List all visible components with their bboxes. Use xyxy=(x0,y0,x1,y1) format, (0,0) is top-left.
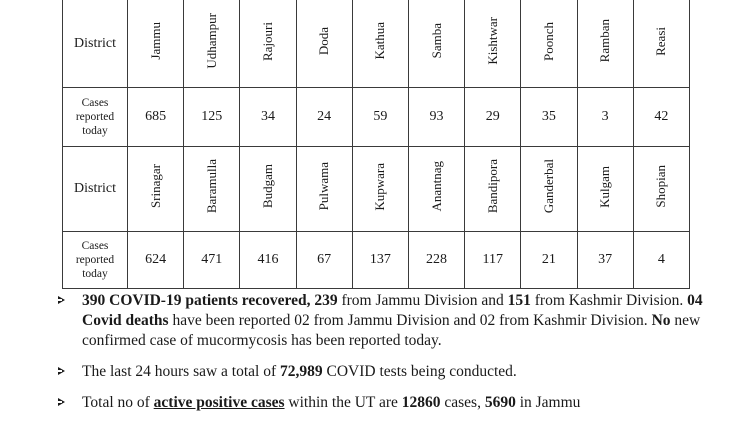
district-name: Doda xyxy=(316,26,332,56)
no-emphasis: No xyxy=(651,312,671,329)
case-count: 93 xyxy=(408,88,464,147)
district-cell xyxy=(296,147,352,232)
district-cell xyxy=(633,147,689,232)
district-cell xyxy=(240,0,296,88)
district-cell xyxy=(128,0,184,88)
case-count: 416 xyxy=(240,232,296,289)
district-cell xyxy=(296,0,352,88)
district-cell xyxy=(408,147,464,232)
case-count: 117 xyxy=(465,232,521,289)
bullet-recoveries xyxy=(56,291,726,351)
case-count: 4 xyxy=(633,232,689,289)
district-cell xyxy=(408,0,464,88)
active-total: 12860 xyxy=(401,394,441,411)
kashmir-district-row xyxy=(63,147,690,232)
district-cell xyxy=(184,147,240,232)
case-count: 67 xyxy=(296,232,352,289)
case-count: 42 xyxy=(633,88,689,147)
district-name: Jammu xyxy=(147,22,163,60)
district-cell xyxy=(577,147,633,232)
district-name: Baramulla xyxy=(203,159,219,214)
case-count: 125 xyxy=(184,88,240,147)
district-name: Ganderbal xyxy=(540,159,556,214)
case-count: 29 xyxy=(465,88,521,147)
arrow-bullet-icon xyxy=(58,367,65,375)
district-cell xyxy=(521,0,577,88)
district-name: Rajouri xyxy=(259,21,275,61)
tests-count: 72,989 xyxy=(280,363,323,380)
district-name: Kulgam xyxy=(597,165,613,208)
case-count: 137 xyxy=(352,232,408,289)
arrow-bullet-icon xyxy=(58,398,65,406)
text-run: have been reported 02 from Jammu Division and 02 from Kashmir Division. xyxy=(168,312,652,329)
district-cell xyxy=(240,147,296,232)
arrow-bullet-icon xyxy=(58,296,65,304)
jammu-cases-row xyxy=(63,88,690,147)
district-cell xyxy=(352,0,408,88)
deaths-count: 04 Covid deaths xyxy=(82,292,703,329)
district-name: Samba xyxy=(428,23,444,59)
district-header: District xyxy=(63,147,128,232)
district-cell xyxy=(521,147,577,232)
district-name: Srinagar xyxy=(147,164,163,209)
text-run: within the UT are xyxy=(284,394,402,411)
bullet-tests xyxy=(56,362,726,382)
district-cell xyxy=(577,0,633,88)
case-count: 471 xyxy=(184,232,240,289)
bullet-active-cases xyxy=(56,393,726,413)
jammu-district-row xyxy=(63,0,690,88)
text-run: new confirmed case of mucormycosis has been reported today. xyxy=(82,312,701,349)
district-name: Ramban xyxy=(597,19,613,63)
jammu-active: 5690 xyxy=(484,394,516,411)
text-run: Total no of xyxy=(82,394,154,411)
text-run: from Kashmir Division. xyxy=(530,292,688,309)
text-run: The last 24 hours saw a total of xyxy=(82,363,281,380)
district-name: Anantnag xyxy=(428,161,444,212)
district-cell xyxy=(633,0,689,88)
district-cell xyxy=(465,0,521,88)
text-run: from Jammu Division and xyxy=(337,292,508,309)
case-count: 228 xyxy=(408,232,464,289)
recovered-total: 390 COVID-19 patients recovered, xyxy=(82,292,311,309)
district-name: Pulwama xyxy=(316,162,332,211)
district-cases-table xyxy=(62,0,690,289)
district-name: Kupwara xyxy=(372,162,388,211)
district-name: Poonch xyxy=(540,21,556,61)
district-name: Bandipora xyxy=(484,159,500,214)
cases-header: Cases reported today xyxy=(63,232,128,289)
district-cell xyxy=(465,147,521,232)
text-run: in Jammu xyxy=(515,394,581,411)
text-run: cases, xyxy=(440,394,485,411)
district-name: Kathua xyxy=(372,22,388,60)
jammu-recovered: 239 xyxy=(314,292,338,309)
district-name: Kishtwar xyxy=(484,17,500,65)
case-count: 35 xyxy=(521,88,577,147)
case-count: 624 xyxy=(128,232,184,289)
case-count: 59 xyxy=(352,88,408,147)
active-cases-label: active positive cases xyxy=(153,394,285,411)
summary-bullets xyxy=(56,291,726,413)
district-header: District xyxy=(63,0,128,88)
case-count: 24 xyxy=(296,88,352,147)
case-count: 3 xyxy=(577,88,633,147)
case-count: 34 xyxy=(240,88,296,147)
district-cell xyxy=(352,147,408,232)
district-name: Reasi xyxy=(653,26,669,56)
district-name: Shopian xyxy=(653,165,669,208)
kashmir-cases-row xyxy=(63,232,690,289)
case-count: 37 xyxy=(577,232,633,289)
district-name: Budgam xyxy=(259,164,275,209)
text-run: COVID tests being conducted. xyxy=(322,363,517,380)
case-count: 21 xyxy=(521,232,577,289)
district-cell xyxy=(128,147,184,232)
case-count: 685 xyxy=(128,88,184,147)
cases-header: Cases reported today xyxy=(63,88,128,147)
kashmir-recovered: 151 xyxy=(507,292,531,309)
district-cell xyxy=(184,0,240,88)
district-name: Udhampur xyxy=(203,13,219,69)
